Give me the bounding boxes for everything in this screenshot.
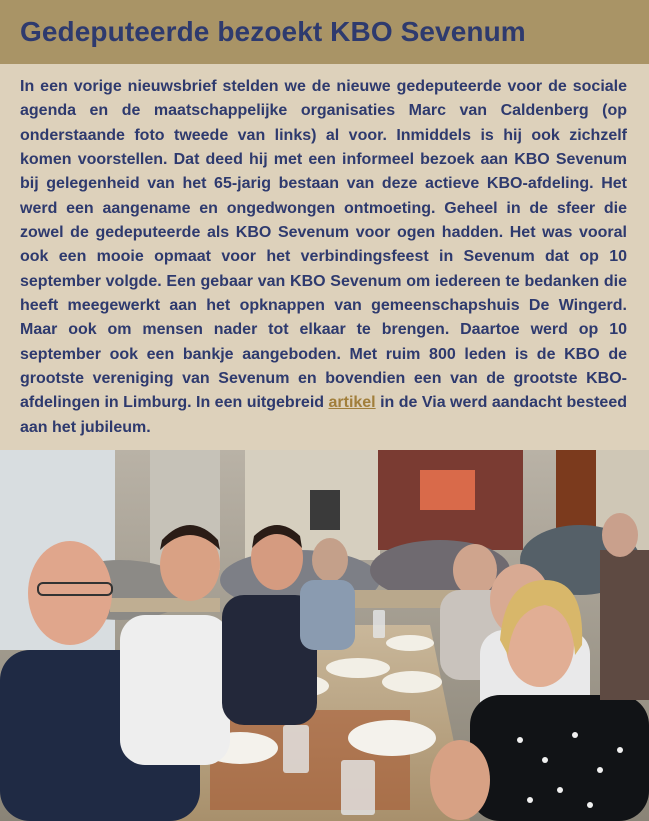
- article-link[interactable]: artikel: [328, 394, 376, 412]
- article-text-after-link: in de Via werd aandacht besteed aan het jubileum.: [20, 394, 627, 436]
- header-bar: [0, 0, 649, 64]
- article-text-before-link: In een vorige nieuwsbrief stelden we de nieuwe gedeputeerde voor de sociale agenda en de maatschappelijke organisaties Marc van Caldenberg (op onderstaande foto tweede van links) al voor. Inmiddels is hij ook zichzelf komen voorstellen. Dat deed hij met een informeel bezoek aan KBO Sevenum bij gelegenheid van het 65-jarig bestaan van deze actieve KBO-afdeling. Het werd een aangename en ongedwongen ontmoeting. Geheel in de sfeer die zowel de gedeputeerde als KBO Sevenum voor ogen hadden. Het was vooral ook een mooie opmaat voor het verbindingsfeest in Sevenum dat op 10 september volgde. Een gebaar van KBO Sevenum om iedereen te bedanken die heeft meegewerkt aan het opknappen van gemeenschapshuis De Wingerd. Maar ook om mensen nader tot elkaar te brengen. Daartoe werd op 10 september ook een bankje aangeboden. Met ruim 800 leden is de KBO de grootste vereniging van Sevenum en bovendien een van de grootste KBO-afdelingen in Limburg. In een uitgebreid: [20, 78, 627, 412]
- page-title: Gedeputeerde bezoekt KBO Sevenum: [20, 16, 526, 47]
- article-paragraph: [20, 75, 627, 440]
- event-photo: [0, 450, 649, 821]
